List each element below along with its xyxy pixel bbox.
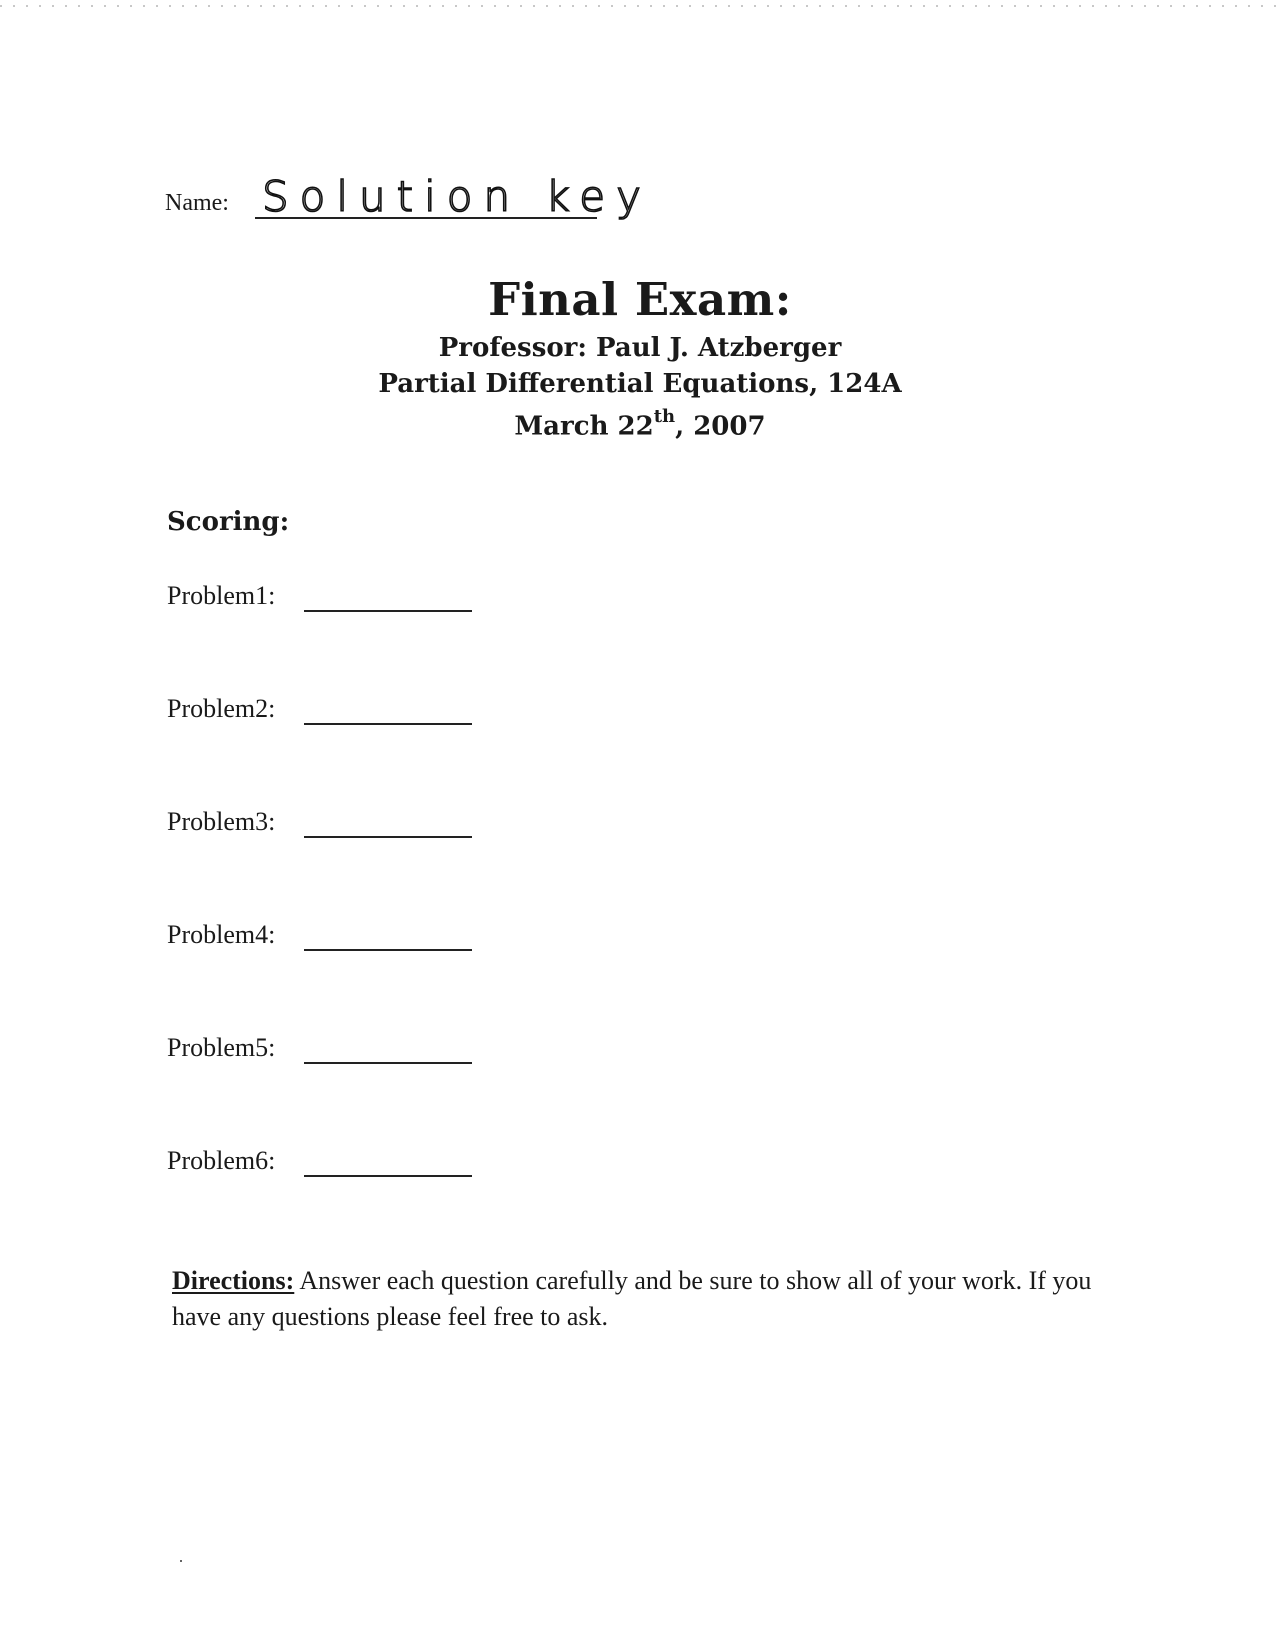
scan-speck [180,1560,182,1562]
problem-label: Problem2: [167,694,276,723]
problem-row-2 [167,694,487,728]
directions-text: Answer each question carefully and be sure to show all of your work. If you have any questions please feel free to ask. [172,1266,1092,1331]
directions-paragraph [172,1263,1112,1335]
problem-row-6 [167,1146,487,1180]
problem-label: Problem3: [167,807,276,836]
problem-label: Problem4: [167,920,276,949]
course-line: Partial Differential Equations, 124A [378,369,902,399]
score-blank[interactable] [304,949,472,951]
problem-label: Problem6: [167,1146,276,1175]
title-block [300,270,980,445]
scoring-heading: Scoring: [167,507,290,537]
professor-line: Professor: Paul J. Atzberger [438,333,842,363]
problem-row-4 [167,920,487,954]
score-blank[interactable] [304,610,472,612]
name-label: Name: [165,190,229,216]
score-blank[interactable] [304,836,472,838]
problem-row-5 [167,1033,487,1067]
problem-label: Problem5: [167,1033,276,1062]
name-field [165,163,652,233]
score-blank[interactable] [304,723,472,725]
date-suffix: , 2007 [675,411,766,442]
handwritten-name [260,163,652,233]
exam-title: Final Exam: [488,273,792,326]
problem-label: Problem1: [167,581,276,610]
problem-row-1 [167,581,487,615]
directions-label: Directions: [172,1266,295,1295]
date-prefix: March 22 [514,411,654,442]
scan-noise-strip [0,5,1280,7]
date-superscript: th [653,406,676,427]
date-line [300,402,980,445]
handwritten-name-text: Solution key [262,172,652,221]
score-blank[interactable] [304,1062,472,1064]
score-blank[interactable] [304,1175,472,1177]
problem-row-3 [167,807,487,841]
